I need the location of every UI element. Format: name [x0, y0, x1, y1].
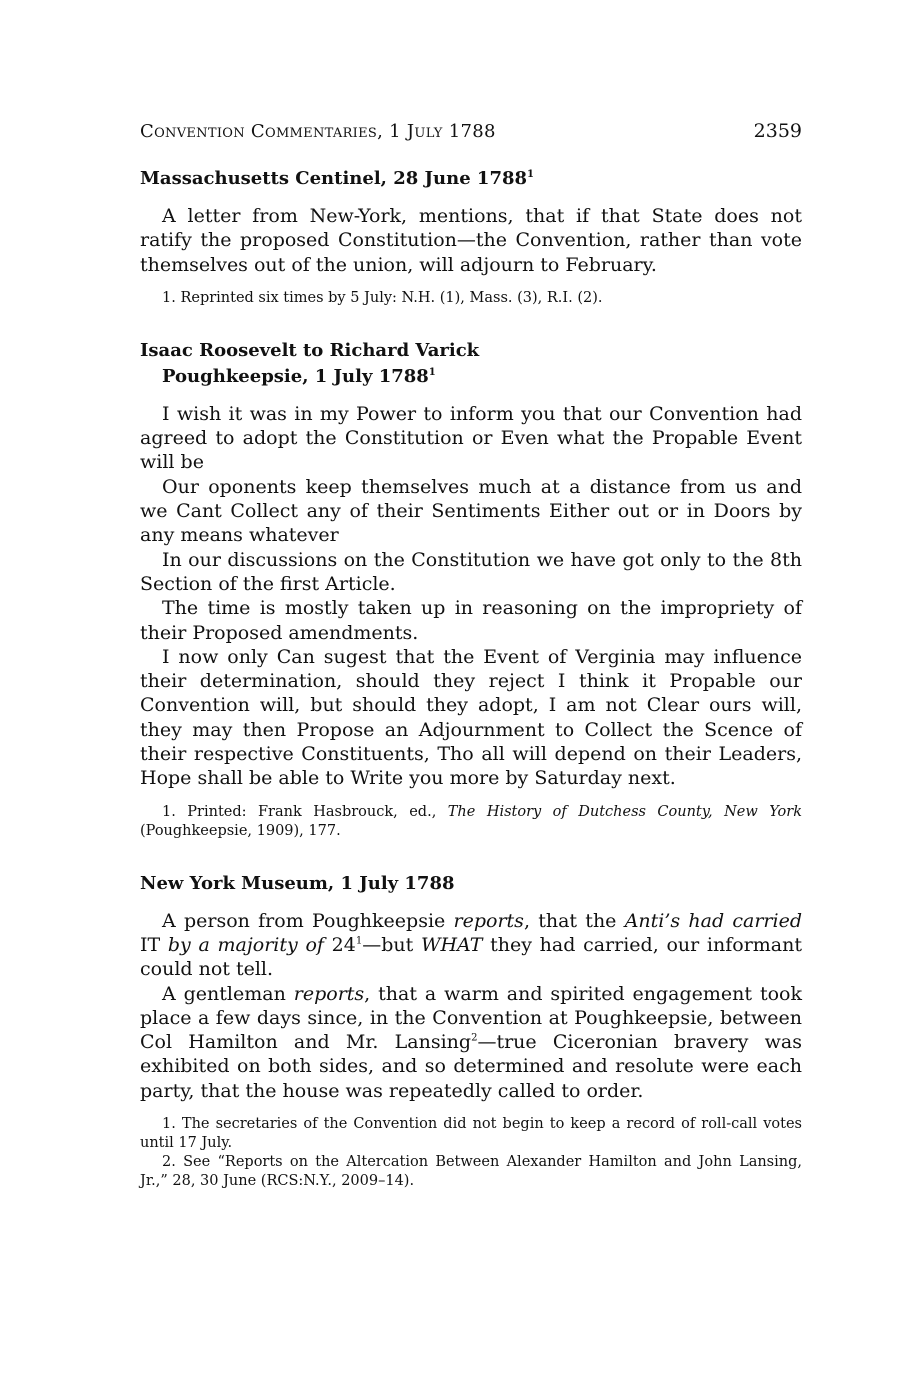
italic-run: Anti’s had carried: [624, 909, 802, 932]
footnote-ref: 1: [355, 935, 363, 947]
text-run: —but: [362, 933, 421, 956]
heading-dateline: Poughkeepsie, 1 July 1788: [162, 365, 429, 387]
paragraph: The time is mostly taken up in reasoning on the impropriety of their Proposed amendments.: [140, 597, 802, 644]
footnote-text: (Poughkeepsie, 1909), 177.: [140, 822, 341, 839]
paragraph: In our discussions on the Constitution we have got only to the 8th Section of the first Article.: [140, 548, 802, 595]
footnote-ref: 2: [471, 1032, 478, 1044]
footnote-ref: 1: [527, 169, 534, 180]
text-run: —true Ciceronian bravery was exhibited on both sides, and so determined and resolute were each party, that the house was repeatedly called to order.: [140, 1031, 802, 1102]
running-head: [140, 120, 802, 142]
heading-line-2: [140, 364, 802, 390]
paragraph: A letter from New-York, mentions, that if that State does not ratify the proposed Constitution—the Convention, rather than vote themselves out of the union, will adjourn to February.: [140, 205, 802, 276]
document-page: [140, 120, 802, 1221]
body-text: [140, 402, 802, 791]
section-heading: [140, 166, 802, 192]
section-massachusetts-centinel: [140, 166, 802, 308]
footnote: [140, 803, 802, 841]
section-roosevelt-letter: [140, 338, 802, 841]
footnotes: [140, 1115, 802, 1191]
italic-run: reports: [293, 982, 365, 1005]
footnote: 1. Reprinted six times by 5 July: N.H. (1), Mass. (3), R.I. (2).: [162, 289, 603, 306]
heading-text: Massachusetts Centinel, 28 June 1788: [140, 168, 528, 189]
paragraph: [140, 909, 802, 982]
section-new-york-museum: [140, 871, 802, 1191]
footnote-book-title: The History of Dutchess County, New York: [447, 803, 802, 820]
section-heading: [140, 338, 802, 390]
italic-run: WHAT: [420, 933, 483, 956]
text-run: A gentleman: [162, 982, 294, 1005]
footnote-ref: 1: [428, 366, 436, 378]
text-run: A person from Poughkeepsie: [162, 909, 454, 932]
footnote: 1. The secretaries of the Convention did not begin to keep a record of roll-call votes until 17 July.: [140, 1116, 802, 1152]
footnotes: [140, 803, 802, 841]
paragraph: I now only Can sugest that the Event of Verginia may influence their determination, should they reject I think it Propable our Convention will, but should they adopt, I am not Clear ours will, they may then Propose an Adjournment to Collect the Scence of their respective Constituents, Tho all will depend on their Leaders, Hope shall be able to Write you more by Saturday next.: [140, 645, 802, 790]
text-run: IT: [140, 933, 168, 956]
body-text: [140, 204, 802, 277]
footnote-text: 1. Printed: Frank Hasbrouck, ed.,: [162, 803, 448, 820]
page-number: 2359: [753, 120, 802, 142]
text-run: 24: [323, 933, 356, 956]
text-run: , that the: [523, 909, 625, 932]
paragraph: Our oponents keep themselves much at a distance from us and we Cant Collect any of their Sentiments Either out or in Doors by any means whatever: [140, 475, 802, 547]
body-text: [140, 909, 802, 1103]
section-heading: New York Museum, 1 July 1788: [140, 872, 455, 894]
footnote: 2. See “Reports on the Altercation Between Alexander Hamilton and John Lansing, Jr.,” 28, 30 June (RCS:N.Y., 2009–14).: [140, 1154, 802, 1190]
heading-line-1: Isaac Roosevelt to Richard Varick: [140, 339, 480, 361]
text-run: they had carried, our informant could not tell.: [140, 933, 803, 981]
italic-run: by a majority of: [167, 933, 324, 956]
text-run: , that a warm and spirited engagement took place a few days since, in the Convention at Poughkeepsie, between Col Hamilton and Mr. Lansing: [140, 982, 803, 1054]
paragraph: [140, 982, 802, 1103]
running-title: Convention Commentaries, 1 July 1788: [140, 121, 496, 142]
footnotes: [140, 289, 802, 308]
italic-run: reports: [453, 909, 524, 932]
paragraph: I wish it was in my Power to inform you that our Convention had agreed to adopt the Constitution or Even what the Propable Event will be: [140, 402, 802, 474]
